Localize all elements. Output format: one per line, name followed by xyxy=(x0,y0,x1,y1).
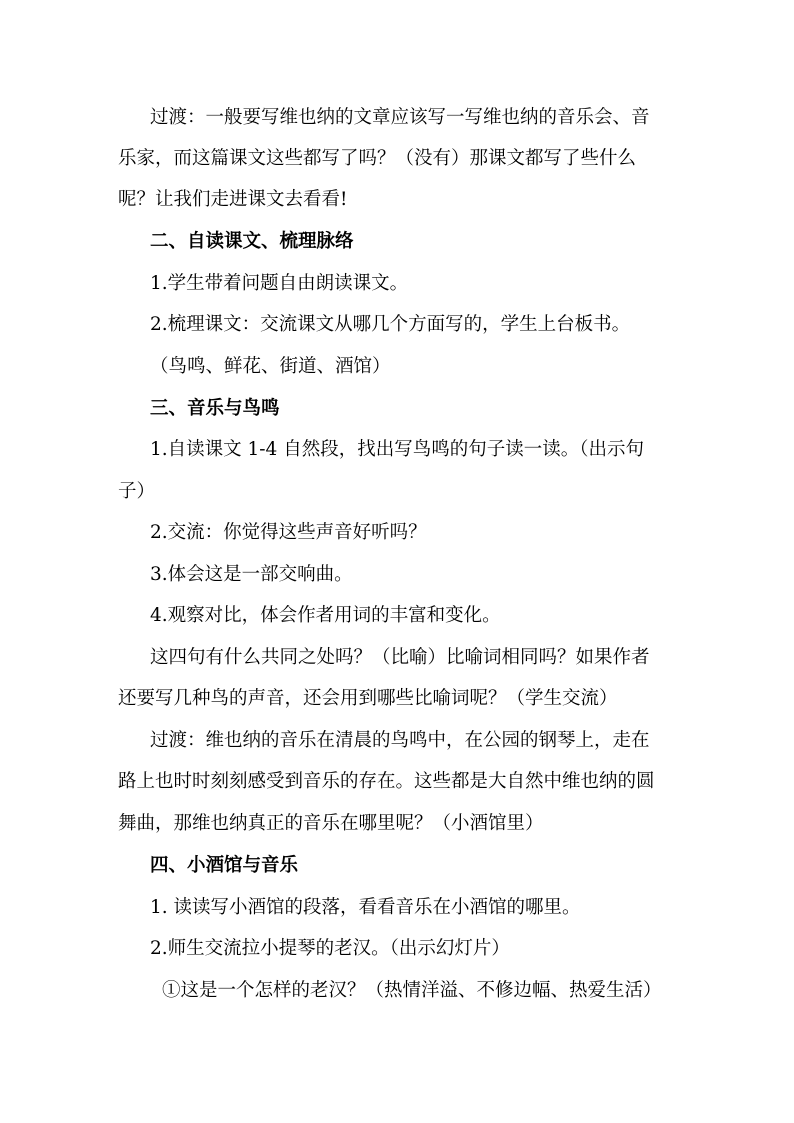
paragraph-transition-2-line-1: 过渡：维也纳的音乐在清晨的鸟鸣中，在公园的钢琴上，走在 xyxy=(150,730,650,751)
section-heading-2: 二、自读课文、梳理脉络 xyxy=(150,231,354,252)
list-item-3-3: 3.体会这是一部交响曲。 xyxy=(150,564,353,585)
section-heading-3: 三、音乐与鸟鸣 xyxy=(150,398,280,419)
list-item-2-2: 2.梳理课文：交流课文从哪几个方面写的，学生上台板书。 xyxy=(150,314,631,335)
list-item-3-1-line-1: 1.自读课文 1-4 自然段，找出写鸟鸣的句子读一读。（出示句 xyxy=(150,439,644,460)
list-item-3-4: 4.观察对比，体会作者用词的丰富和变化。 xyxy=(150,605,501,626)
list-item-4-1: 1. 读读写小酒馆的段落，看看音乐在小酒馆的哪里。 xyxy=(150,897,581,918)
paragraph-transition-2-line-3: 舞曲，那维也纳真正的音乐在哪里呢？（小酒馆里） xyxy=(118,813,544,834)
list-item-2-1: 1.学生带着问题自由朗读课文。 xyxy=(150,273,409,294)
paragraph-question-line-1: 这四句有什么共同之处吗？（比喻）比喻词相同吗？如果作者 xyxy=(150,647,650,668)
list-item-4-2-sub-1: ①这是一个怎样的老汉？（热情洋溢、不修边幅、热爱生活） xyxy=(162,980,662,1001)
list-item-2-2-note: （鸟鸣、鲜花、街道、酒馆） xyxy=(150,356,391,377)
paragraph-transition-1-line-1: 过渡：一般要写维也纳的文章应该写一写维也纳的音乐会、音 xyxy=(150,107,650,128)
list-item-3-2: 2.交流：你觉得这些声音好听吗？ xyxy=(150,522,427,543)
paragraph-transition-1-line-2: 乐家，而这篇课文这些都写了吗？（没有）那课文都写了些什么 xyxy=(118,148,637,169)
paragraph-transition-2-line-2: 路上也时时刻刻感受到音乐的存在。这些都是大自然中维也纳的圆 xyxy=(118,771,655,792)
paragraph-transition-1-line-3: 呢？让我们走进课文去看看! xyxy=(118,189,348,210)
section-heading-4: 四、小酒馆与音乐 xyxy=(150,855,299,876)
list-item-3-1-line-2: 子） xyxy=(118,481,156,502)
list-item-4-2: 2.师生交流拉小提琴的老汉。（出示幻灯片） xyxy=(150,938,510,959)
paragraph-question-line-2: 还要写几种鸟的声音，还会用到哪些比喻词呢？（学生交流） xyxy=(118,688,618,709)
